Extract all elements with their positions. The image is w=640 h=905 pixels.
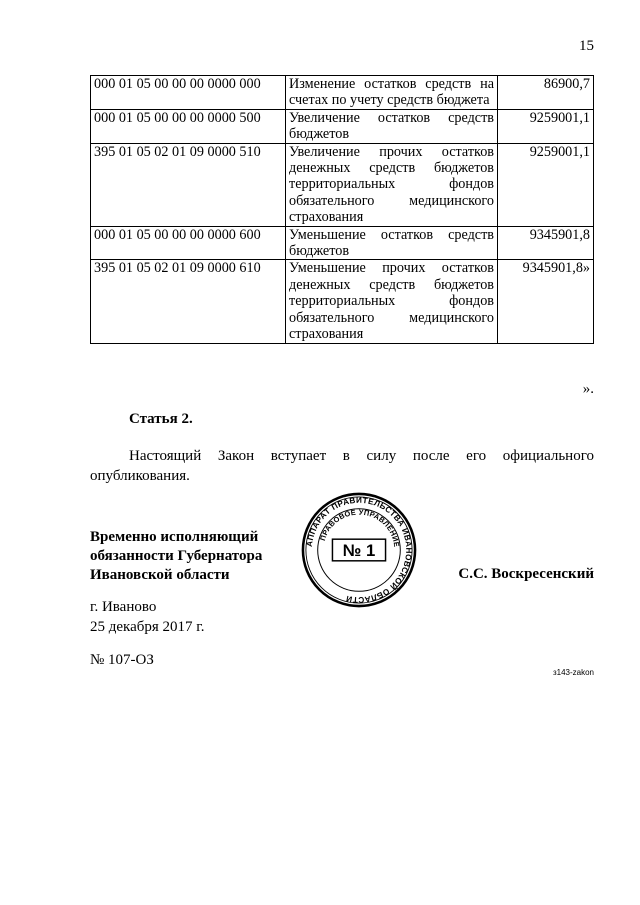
seal-ring-text: АППАРАТ ПРАВИТЕЛЬСТВА ИВАНОВСКОЙ ОБЛАСТИ: [304, 495, 414, 605]
code-cell: 395 01 05 02 01 09 0000 510: [91, 143, 286, 226]
amount-cell: 86900,7: [498, 76, 594, 110]
code-cell: 000 01 05 00 00 00 0000 500: [91, 109, 286, 143]
law-number: № 107-ОЗ: [90, 652, 154, 668]
name-cell: Увеличение остатков средств бюджетов: [286, 109, 498, 143]
code-cell: 000 01 05 00 00 00 0000 600: [91, 226, 286, 260]
file-code: з143-zakon: [552, 668, 594, 677]
signer-position-line: Временно исполняющий: [90, 529, 259, 545]
page-number: 15: [579, 38, 594, 54]
closing-quote: ».: [582, 381, 594, 397]
seal-inner-text: ПРАВОВОЕ УПРАВЛЕНИЕ: [317, 507, 402, 548]
seal-number: № 1: [342, 540, 376, 560]
article-text: Настоящий Закон вступает в силу после его официального опубликования.: [90, 448, 594, 484]
budget-sources-table: [90, 75, 594, 344]
signer-name: С.С. Воскресенский: [458, 566, 594, 582]
article-title: Статья 2.: [129, 411, 193, 427]
city: г. Иваново: [90, 599, 157, 615]
signer-position-line: обязанности Губернатора: [90, 548, 263, 564]
amount-cell: 9259001,1: [498, 109, 594, 143]
table-row: [91, 143, 594, 226]
name-cell: Изменение остатков средств на счетах по учету средств бюджета: [286, 76, 498, 110]
code-cell: 395 01 05 02 01 09 0000 610: [91, 260, 286, 343]
amount-cell: 9259001,1: [498, 143, 594, 226]
table-row: [91, 76, 594, 110]
name-cell: Уменьшение прочих остатков денежных средств бюджетов территориальных фондов обязательного медицинского страхования: [286, 260, 498, 343]
signer-position: [90, 528, 262, 585]
official-seal-stamp: [300, 491, 418, 609]
signer-position-line: Ивановской области: [90, 567, 230, 583]
table-row: [91, 109, 594, 143]
code-cell: 000 01 05 00 00 00 0000 000: [91, 76, 286, 110]
amount-cell: 9345901,8»: [498, 260, 594, 343]
name-cell: Увеличение прочих остатков денежных средств бюджетов территориальных фондов обязательного медицинского страхования: [286, 143, 498, 226]
table-body: [91, 76, 594, 344]
name-cell: Уменьшение остатков средств бюджетов: [286, 226, 498, 260]
place-and-date: [90, 597, 205, 637]
table-row: [91, 226, 594, 260]
date: 25 декабря 2017 г.: [90, 619, 205, 635]
table-row: [91, 260, 594, 343]
amount-cell: 9345901,8: [498, 226, 594, 260]
